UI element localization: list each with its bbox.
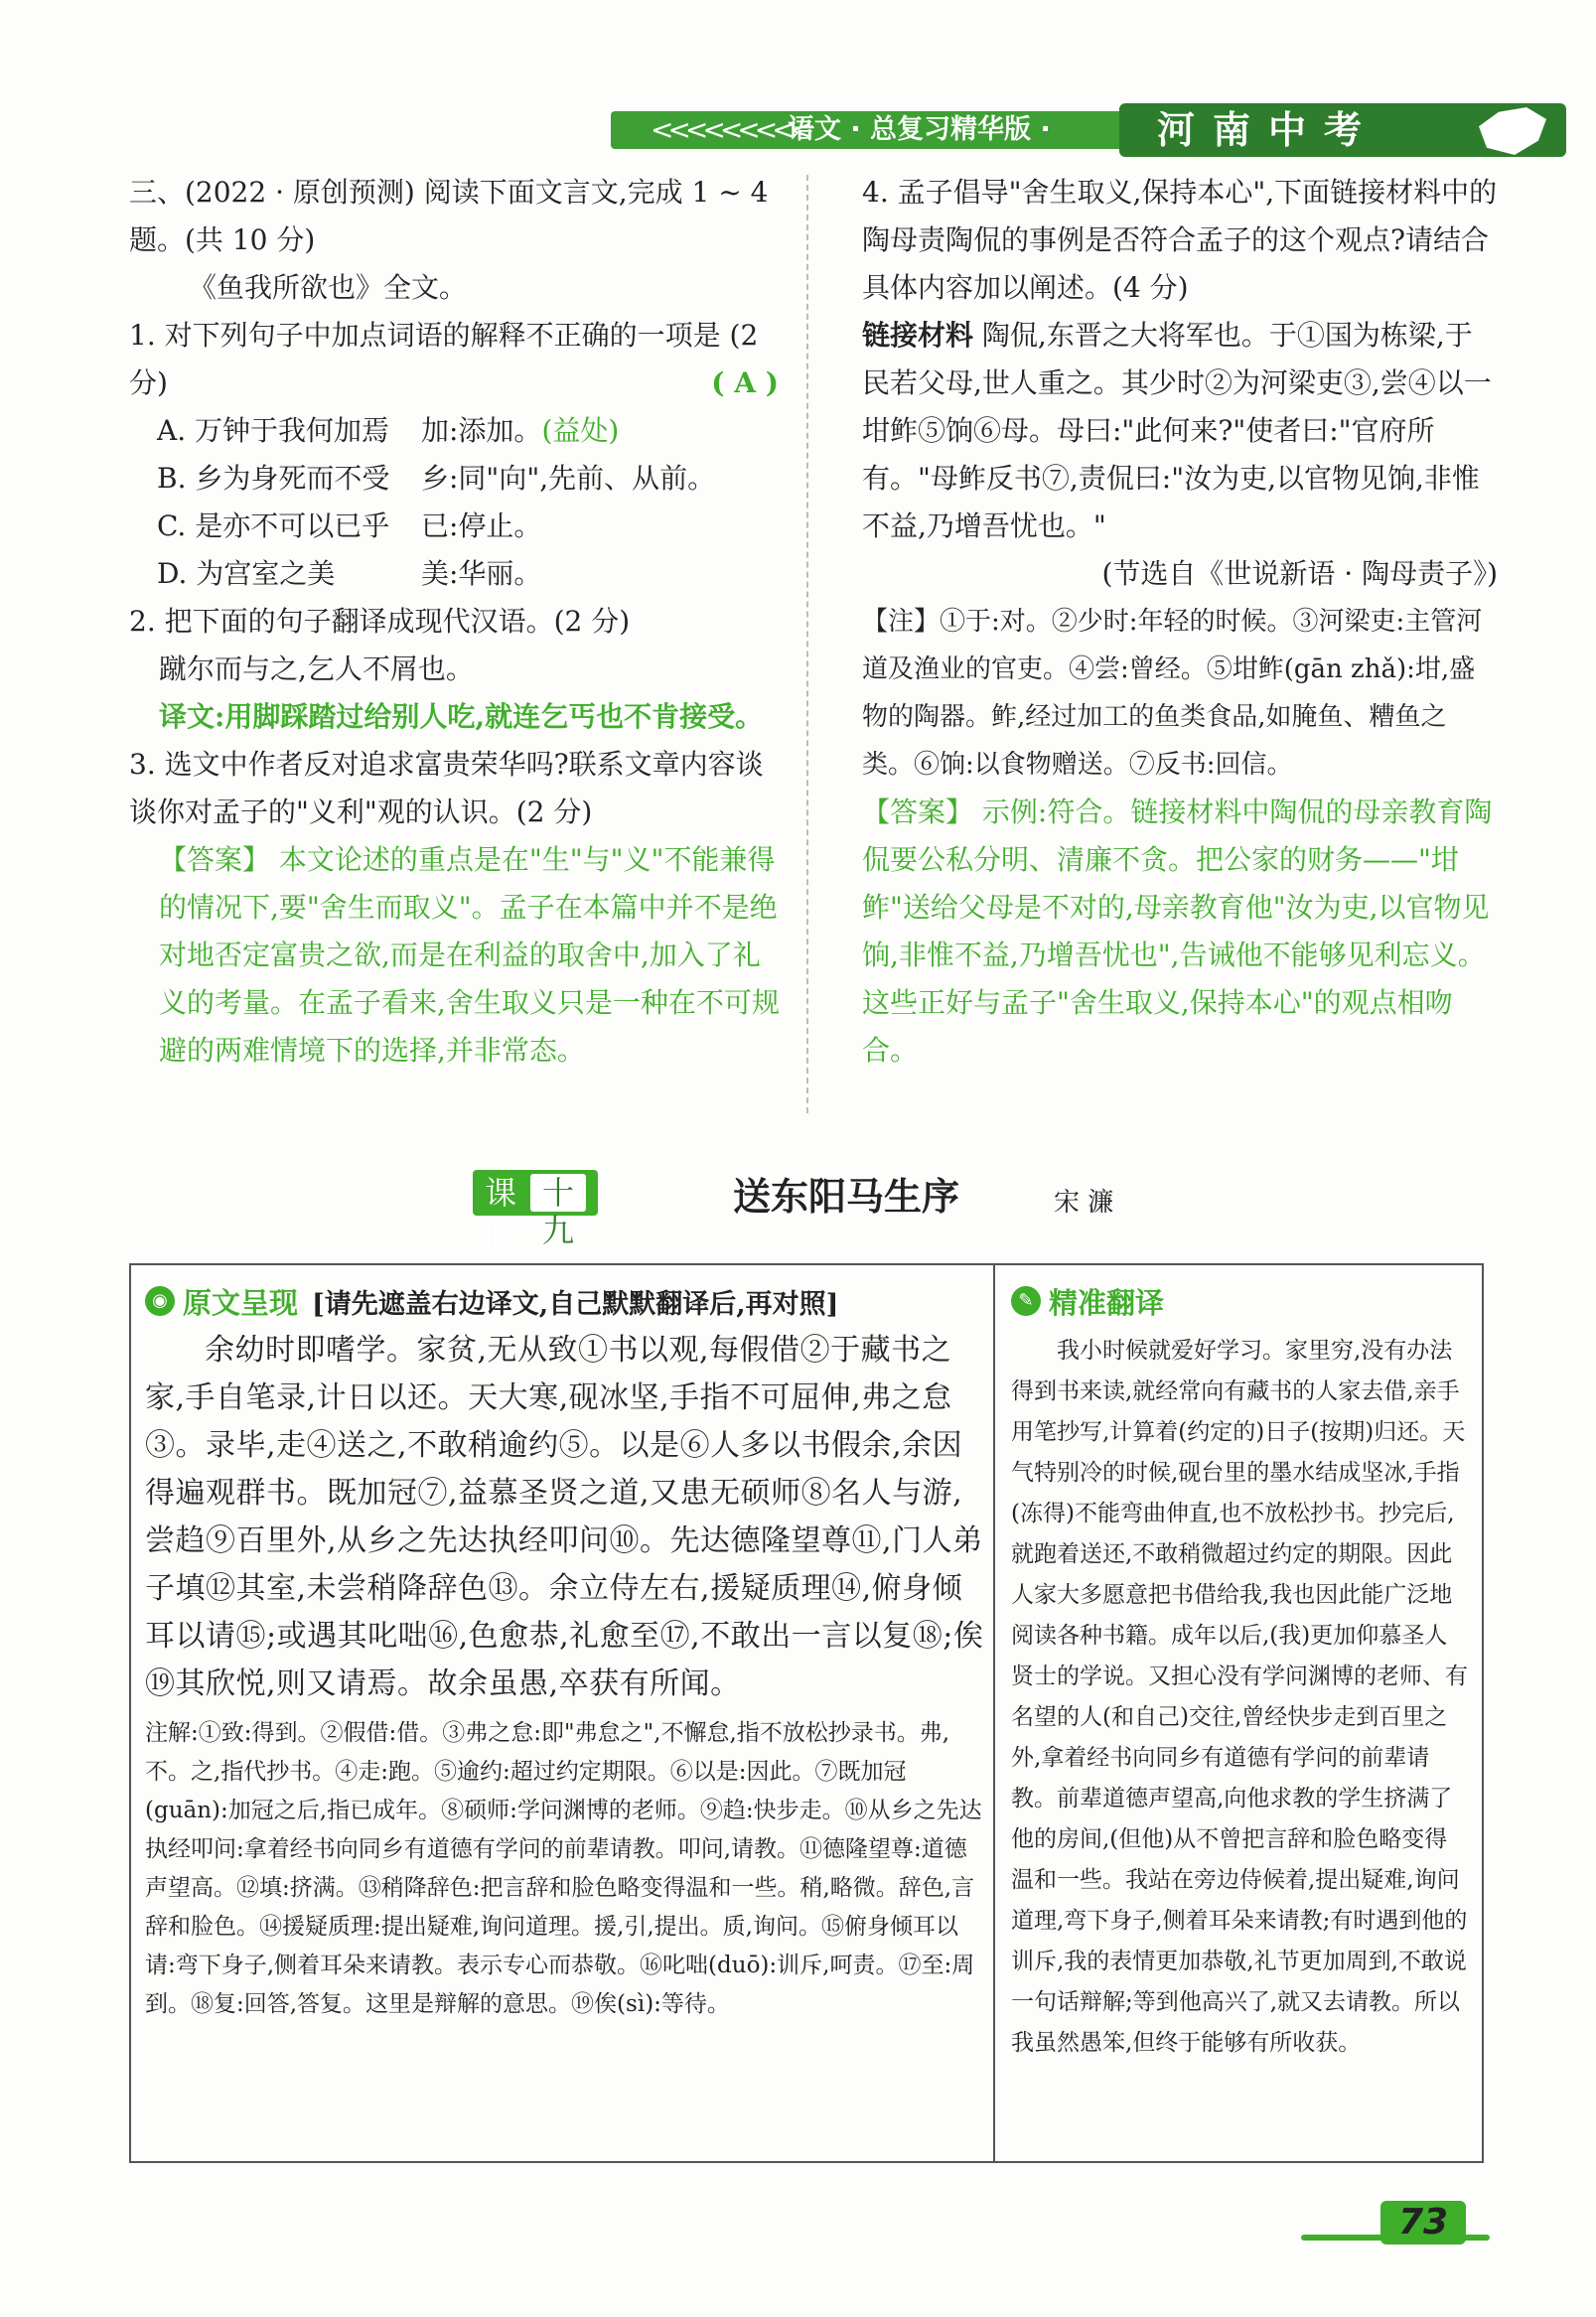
option-c-sentence: C. 是亦不可以已乎 <box>157 509 390 542</box>
option-a-gloss: 加:添加。 <box>421 414 542 447</box>
option-c-gloss: 已:停止。 <box>421 509 542 542</box>
lesson-tag-label: 课时 <box>485 1174 517 1257</box>
running-header <box>611 103 1566 157</box>
question-2-sentence: 蹴尔而与之,乞人不屑也。 <box>159 652 474 685</box>
right-column <box>862 169 1498 1075</box>
option-b-gloss: 乡:同"向",先前、从前。 <box>421 462 716 495</box>
question-4-answer: 【答案】 示例:符合。链接材料中陶侃的母亲教育陶侃要公私分明、清廉不贪。把公家的财务——"坩鲊"送给父母是不对的,母亲教育他"汝为吏,以官物见饷,非惟不益,乃增吾忧也",告诫他不能够见利忘义。这些正好与孟子"舍生取义,保持本心"的观点相吻合。 <box>862 796 1493 1067</box>
question-intro: 三、(2022 · 原创预测) 阅读下面文言文,完成 1 ~ 4 题。(共 10 分) <box>129 176 769 256</box>
translation-section <box>1011 1279 1468 2064</box>
exam-title <box>1119 103 1566 157</box>
option-a-correction: (益处) <box>541 414 620 447</box>
original-heading <box>145 1279 985 1323</box>
question-1-answer: ( A ) <box>711 366 779 399</box>
source-text: 《鱼我所欲也》全文。 <box>189 271 468 304</box>
book-icon: ◉ <box>145 1286 175 1316</box>
lesson-author: 宋 濂 <box>1054 1188 1114 1218</box>
exam-title-text: 河南中考 <box>1157 108 1380 152</box>
link-material-notes: 【注】①于:对。②少时:年轻的时候。③河梁吏:主管河道及渔业的官吏。④尝:曾经。⑤坩鲊(gān zhǎ):坩,盛物的陶器。鲊,经过加工的鱼类食品,如腌鱼、糟鱼之类。⑥饷:以食物赠送。⑦反书:回信。 <box>862 607 1483 780</box>
lesson-title: 送东阳马生序 <box>733 1175 960 1219</box>
option-d-sentence: D. 为宫室之美 <box>157 557 336 590</box>
lesson-tag <box>473 1170 598 1257</box>
lesson-number: 十九 <box>530 1174 586 1212</box>
link-material-label: 链接材料 <box>862 319 974 352</box>
translation-passage: 我小时候就爱好学习。家里穷,没有办法得到书来读,就经常向有藏书的人家去借,亲手用笔抄写,计算着(约定的)日子(按期)归还。天气特别冷的时候,砚台里的墨水结成坚冰,手指(冻得)不能弯曲伸直,也不放松抄书。抄完后,就跑着送还,不敢稍微超过约定的期限。因此人家大多愿意把书借给我,我也因此能广泛地阅读各种书籍。成年以后,(我)更加仰慕圣人贤士的学说。又担心没有学问渊博的老师、有名望的人(和自己)交往,曾经快步走到百里之外,拿着经书向同乡有道德有学问的前辈请教。前辈道德声望高,向他求教的学生挤满了他的房间,(但他)从不曾把言辞和脸色略变得温和一些。我站在旁边侍候着,提出疑难,询问道理,弯下身子,侧着耳朵来请教;有时遇到他的训斥,我的表情更加恭敬,礼节更加周到,不敢说一句话辩解;等到他高兴了,就又去请教。所以我虽然愚笨,但终于能够有所收获。 <box>1011 1338 1468 2056</box>
link-material-text: 陶侃,东晋之大将军也。于①国为栋梁,于民若父母,世人重之。其少时②为河梁吏③,尝④以一坩鲊⑤饷⑥母。母曰:"此何来?"使者曰:"官府所有。"母鲊反书⑦,责侃曰:"汝为吏,以官物见饷,非惟不益,乃增吾忧也。" <box>862 319 1492 542</box>
pen-icon: ✎ <box>1011 1286 1041 1316</box>
box-divider <box>993 1265 995 2161</box>
question-3-answer: 【答案】 本文论述的重点是在"生"与"义"不能兼得的情况下,要"舍生而取义"。孟子在本篇中并不是绝对地否定富贵之欲,而是在利益的取舍中,加入了礼义的考量。在孟子看来,舍生取义只是一种在不可规避的两难情境下的选择,并非常态。 <box>159 843 780 1067</box>
translation-heading <box>1011 1279 1468 1323</box>
question-3: 3. 选文中作者反对追求富贵荣华吗?联系文章内容谈谈你对孟子的"义利"观的认识。(2 分) <box>129 748 764 828</box>
page-number <box>1301 2202 1490 2245</box>
option-b <box>129 455 785 503</box>
original-passage: 余幼时即嗜学。家贫,无从致①书以观,每假借②于藏书之家,手自笔录,计日以还。天大寒,砚冰坚,手指不可屈伸,弗之怠③。录毕,走④送之,不敢稍逾约⑤。以是⑥人多以书假余,余因得遍观群书。既加冠⑦,益慕圣贤之道,又患无硕师⑧名人与游,尝趋⑨百里外,从乡之先达执经叩问⑩。先达德隆望尊⑪,门人弟子填⑫其室,未尝稍降辞色⑬。余立侍左右,援疑质理⑭,俯身倾耳以请⑮;或遇其叱咄⑯,色愈恭,礼愈至⑰,不敢出一言以复⑱;俟⑲其欣悦,则又请焉。故余虽愚,卒获有所闻。 <box>145 1333 984 1701</box>
link-material <box>862 312 1498 550</box>
question-2-answer: 译文:用脚踩踏过给别人吃,就连乞丐也不肯接受。 <box>159 700 764 733</box>
option-d-gloss: 美:华丽。 <box>421 557 542 590</box>
option-a-sentence: A. 万钟于我何加焉 <box>157 414 390 447</box>
left-column <box>129 169 785 1075</box>
original-text-section <box>145 1279 985 2024</box>
question-1-text: 1. 对下列句子中加点词语的解释不正确的一项是 (2 分) <box>129 319 759 399</box>
option-b-sentence: B. 乡为身死而不受 <box>157 462 390 495</box>
original-heading-hint: [请先遮盖右边译文,自己默默翻译后,再对照] <box>312 1288 839 1320</box>
book-title: 语文 · 总复习精华版 · <box>788 114 1051 145</box>
translation-heading-title: 精准翻译 <box>1049 1285 1165 1320</box>
option-a <box>129 407 785 455</box>
chevron-decoration-icon: <<<<<<<<< <box>651 113 807 146</box>
original-notes: 注解:①致:得到。②假借:借。③弗之怠:即"弗怠之",不懈怠,指不放松抄录书。弗,不。之,指代抄书。④走:跑。⑤逾约:超过约定期限。⑥以是:因此。⑦既加冠(guān):加冠之后,指已成年。⑧硕师:学问渊博的老师。⑨趋:快步走。⑩从乡之先达执经叩问:拿着经书向同乡有道德有学问的前辈请教。叩问,请教。⑪德隆望尊:道德声望高。⑫填:挤满。⑬稍降辞色:把言辞和脸色略变得温和一些。稍,略微。辞色,言辞和脸色。⑭援疑质理:提出疑难,询问道理。援,引,提出。质,询问。⑮俯身倾耳以请:弯下身子,侧着耳朵来请教。表示专心而恭敬。⑯叱咄(duō):训斥,呵责。⑰至:周到。⑱复:回答,答复。这里是辩解的意思。⑲俟(sì):等待。 <box>145 1720 982 2017</box>
link-material-source: (节选自《世说新语 · 陶母责子》) <box>1101 557 1498 590</box>
option-d <box>129 550 785 598</box>
question-4: 4. 孟子倡导"舍生取义,保持本心",下面链接材料中的陶母责陶侃的事例是否符合孟子的这个观点?请结合具体内容加以阐述。(4 分) <box>862 176 1498 304</box>
question-1 <box>129 312 785 407</box>
column-divider <box>806 175 808 1113</box>
original-heading-title: 原文呈现 <box>183 1285 299 1320</box>
henan-map-icon <box>1471 107 1550 155</box>
option-c <box>129 503 785 550</box>
question-2: 2. 把下面的句子翻译成现代汉语。(2 分) <box>129 605 631 638</box>
text-translation-box <box>129 1263 1484 2163</box>
page-number-value: 73 <box>1380 2201 1466 2245</box>
